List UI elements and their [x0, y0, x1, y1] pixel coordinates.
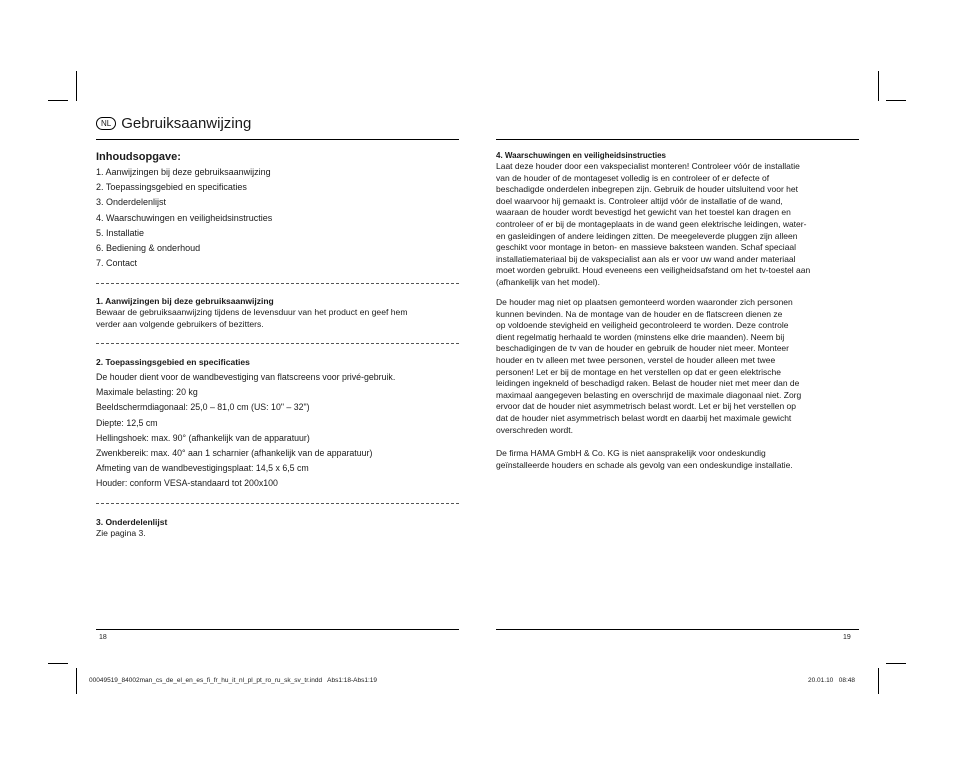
crop-mark [48, 100, 68, 101]
text-line: dat de houder niet asymmetrisch belast wordt en daarbij het maximale gewicht [496, 412, 792, 423]
toc-item: 7. Contact [96, 258, 138, 269]
text-line: op voldoende stevigheid en veiligheid gecontroleerd te worden. Deze controle [496, 320, 789, 331]
toc-item: 3. Onderdelenlijst [96, 197, 167, 208]
section-4-paragraph-3 [496, 448, 793, 471]
section-2-heading: 2. Toepassingsgebied en specificaties [96, 357, 250, 367]
text-line: maximaal aangegeven belasting en overschrijd de maximale diagonaal niet. Zorg [496, 389, 802, 400]
text-line: van de houder of de montageset volledig is en controleer of er defecte of [496, 172, 770, 183]
crop-mark [886, 663, 906, 664]
section-4-paragraph-2 [496, 297, 801, 436]
spec-line: Zwenkbereik: max. 40° aan 1 scharnier (afhankelijk van de apparatuur) [96, 448, 373, 459]
section-4-heading: 4. Waarschuwingen en veiligheidsinstructies [496, 151, 666, 160]
crop-mark [878, 71, 879, 101]
toc-item: 5. Installatie [96, 227, 145, 238]
crop-mark [878, 668, 879, 694]
text-line: Bewaar de gebruiksaanwijzing tijdens de levensduur van het product en geef hem [96, 307, 408, 317]
text-line: waaraan de houder wordt bevestigd het gewicht van het toestel kan dragen en [496, 207, 791, 218]
text-line: moet worden gebruikt. Houd eveneens een veiligheidsafstand om het tv-toestel aan [496, 265, 811, 276]
text-line: verder aan volgende gebruikers of bezitters. [96, 318, 264, 329]
footer-rule [96, 629, 459, 630]
text-line: houder en tv alleen met twee personen, verstel de houder alleen met twee [496, 354, 776, 365]
text-line: doel waarvoor hij gemaakt is. Controleer altijd vóór de installatie of de wand, [496, 195, 783, 206]
toc-list [96, 165, 272, 271]
print-timestamp: 20.01.10 08:48 [808, 677, 855, 684]
text-line: beschadigingen de tv van de houder en gebruik de houder niet meer. Monteer [496, 343, 789, 354]
text-line: personen! Let er bij de montage en het verstellen op dat er geen elektrische [496, 366, 781, 377]
spec-line: Afmeting van de wandbevestigingsplaat: 14,5 x 6,5 cm [96, 463, 309, 474]
section-2-body [96, 370, 395, 492]
text-line: overschreden wordt. [496, 424, 574, 435]
toc-item: 6. Bediening & onderhoud [96, 243, 201, 254]
spec-line: Maximale belasting: 20 kg [96, 387, 198, 398]
language-badge: NL [96, 117, 116, 130]
toc-heading: Inhoudsopgave: [96, 151, 181, 163]
spec-line: Beeldschermdiagonaal: 25,0 – 81,0 cm (US: 10" – 32") [96, 402, 310, 413]
text-line: en gasleidingen of andere leidingen zitten. De meegeleverde pluggen zijn alleen [496, 230, 798, 241]
text-line: installatiemateriaal bij de vakspecialist aan als er voor uw wand ander materiaal [496, 253, 796, 264]
spec-line: De houder dient voor de wandbevestiging van flatscreens voor privé-gebruik. [96, 372, 396, 382]
section-divider [96, 343, 459, 344]
text-line: Laat deze houder door een vakspecialist monteren! Controleer vóór de installatie [496, 161, 800, 171]
toc-item: 2. Toepassingsgebied en specificaties [96, 182, 247, 193]
text-line: De firma HAMA GmbH & Co. KG is niet aansprakelijk voor ondeskundig [496, 448, 766, 458]
page-title-text: Gebruiksaanwijzing [121, 115, 252, 132]
footer-rule [496, 629, 859, 630]
crop-mark [76, 668, 77, 694]
crop-mark [886, 100, 906, 101]
print-slug: 00049519_84002man_cs_de_el_en_es_fi_fr_hu_it_nl_pl_pt_ro_ru_sk_sv_tr.indd Abs1:18-Abs1:19 [89, 677, 378, 684]
spec-line: Diepte: 12,5 cm [96, 417, 158, 428]
crop-mark [76, 71, 77, 101]
text-line: leidingen ingekneld of beschadigd raken. Belast de houder niet met meer dan de [496, 378, 800, 389]
text-line: controleer of er bij de montageplaats in de wand geen elektrische leidingen, water- [496, 218, 807, 229]
section-4-paragraph-1 [496, 161, 810, 289]
toc-item: 1. Aanwijzingen bij deze gebruiksaanwijzing [96, 167, 271, 177]
spec-line: Houder: conform VESA-standaard tot 200x100 [96, 478, 278, 489]
text-line: geschikt voor montage in beton- en massieve baksteen wanden. Schaf speciaal [496, 242, 797, 253]
section-divider [96, 283, 459, 284]
page-title [96, 115, 251, 132]
text-line: ervoor dat de houder niet asymmetrisch belast wordt. Let er bij het verstellen op [496, 401, 797, 412]
text-line: kunnen bevinden. Na de montage van de houder en de flatscreen dienen ze [496, 308, 783, 319]
text-line: dient regelmatig herhaald te worden (minstens elke drie maanden). Neem bij [496, 331, 785, 342]
section-divider [96, 503, 459, 504]
text-line: De houder mag niet op plaatsen gemonteerd worden waaronder zich personen [496, 297, 793, 307]
toc-item: 4. Waarschuwingen en veiligheidsinstructies [96, 212, 273, 223]
section-3-heading: 3. Onderdelenlijst [96, 517, 168, 527]
text-line: geïnstalleerde houders en schade als gevolg van een ondeskundige installatie. [496, 459, 793, 470]
header-rule [96, 139, 459, 140]
section-1-body [96, 307, 407, 330]
text-line: beschadigde onderdelen inbegrepen zijn. Gebruik de houder uitsluitend voor het [496, 184, 798, 195]
section-3-body: Zie pagina 3. [96, 528, 146, 538]
page-number-left: 18 [99, 634, 107, 641]
text-line: (afhankelijk van het model). [496, 276, 600, 287]
header-rule [496, 139, 859, 140]
section-1-heading: 1. Aanwijzingen bij deze gebruiksaanwijzing [96, 296, 274, 306]
crop-mark [48, 663, 68, 664]
spec-line: Hellingshoek: max. 90° (afhankelijk van de apparatuur) [96, 432, 310, 443]
page-number-right: 19 [843, 634, 851, 641]
